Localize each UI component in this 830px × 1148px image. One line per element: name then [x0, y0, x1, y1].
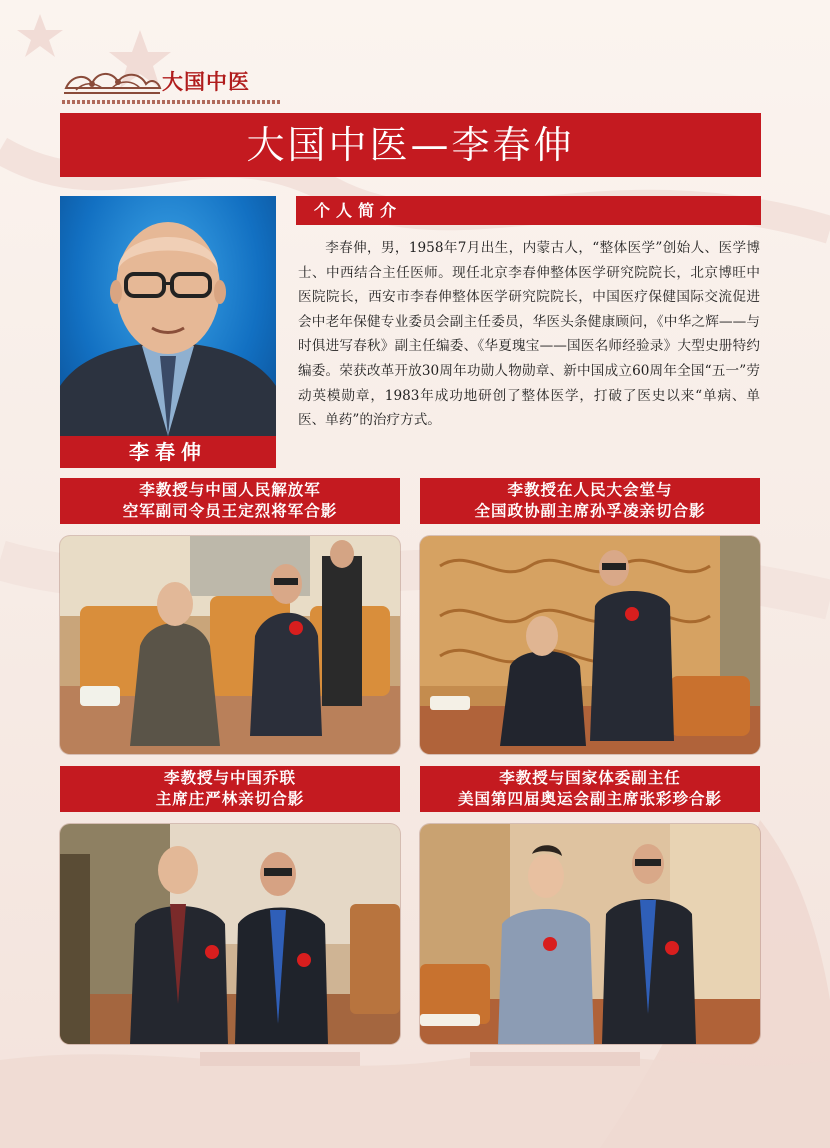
- bio-heading: 个人简介: [296, 196, 761, 225]
- photo-caption-3: [60, 766, 400, 812]
- caption-line: 空军副司令员王定烈将军合影: [122, 502, 338, 520]
- photo-3-illustration: [60, 824, 400, 1044]
- caption-line: 李教授与中国人民解放军: [139, 481, 321, 499]
- bio-text: 李春伸，男，1958年7月出生，内蒙古人，“整体医学”创始人、医学博士、中西结合主任医师。现任北京李春伸整体医学研究院院长，北京博旺中医院院长，西安市李春伸整体医学研究院院长，中国医疗保健国际交流促进会中老年保健专业委员会副主任委员，华医头条健康顾问，《中华之辉——与时俱进写春秋》副主任编委、《华夏瑰宝——国医名师经验录》大型史册特约编委。荣获改革开放30周年功勋人物勋章、新中国成立60周年全国“五一”劳动英模勋章，1983年成功地研创了整体医学，打破了医史以来“单病、单医、单药”的治疗方式。: [298, 240, 760, 429]
- caption-line: 李教授与国家体委副主任: [499, 769, 681, 787]
- brand-title: 大国中医: [162, 70, 250, 94]
- caption-line: 主席庄严林亲切合影: [155, 790, 305, 808]
- portrait-photo: [60, 196, 276, 436]
- photo-4: [420, 824, 760, 1044]
- portrait-name: 李春伸: [60, 436, 276, 468]
- brand-header: [62, 62, 282, 106]
- photo-caption-1: [60, 478, 400, 524]
- caption-line: 全国政协副主席孙孚凌亲切合影: [474, 502, 706, 520]
- caption-line: 美国第四届奥运会副主席张彩珍合影: [457, 790, 722, 808]
- brand-rule: [62, 100, 282, 104]
- caption-line: 李教授在人民大会堂与: [507, 481, 673, 499]
- photo-1-illustration: [60, 536, 400, 754]
- photo-2-illustration: [420, 536, 760, 754]
- caption-line: 李教授与中国乔联: [163, 769, 296, 787]
- page-title: 大国中医—李春伸: [60, 113, 761, 177]
- cloud-ornament-icon: [62, 64, 162, 98]
- photo-1: [60, 536, 400, 754]
- photo-4-illustration: [420, 824, 760, 1044]
- photo-3: [60, 824, 400, 1044]
- photo-2: [420, 536, 760, 754]
- photo-caption-2: [420, 478, 760, 524]
- portrait-illustration: [60, 196, 276, 436]
- photo-caption-4: [420, 766, 760, 812]
